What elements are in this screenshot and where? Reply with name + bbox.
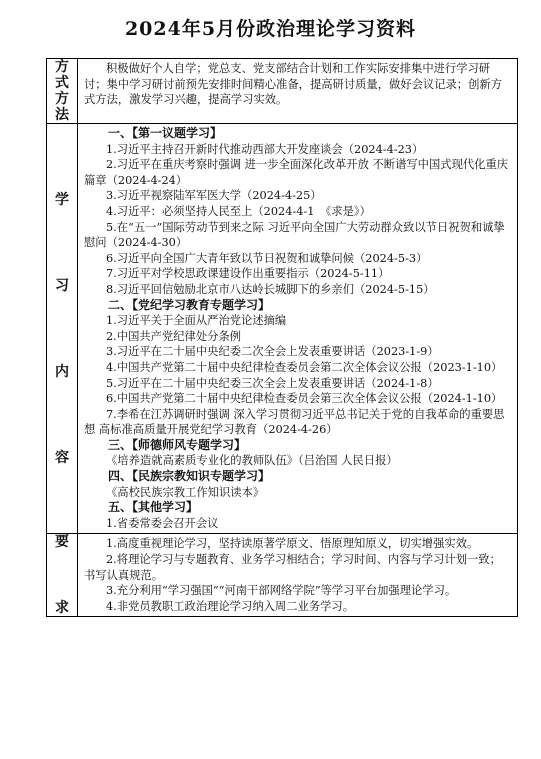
document-title: 2024年5月份政治理论学习资料	[124, 18, 417, 40]
list-item: 8.习近平回信勉励北京市八达岭长城脚下的乡亲们（2024-5-15）	[106, 282, 435, 296]
label-char: 容	[55, 449, 69, 466]
label-char: 习	[55, 277, 69, 294]
list-item: 6.中国共产党第二十届中央纪律检查委员会第三次全体会议公报（2024-1-10）	[106, 392, 503, 406]
label-char: 内	[55, 363, 69, 380]
requirements-label	[47, 534, 78, 617]
list-item: 5.习近平在二十届中央纪委三次全会上发表重要讲话（2024-1-8）	[106, 376, 439, 390]
label-spacer	[47, 294, 77, 364]
method-label	[47, 59, 78, 124]
method-row	[47, 59, 518, 124]
list-item: 6.习近平向全国广大青年致以节日祝贺和诚挚问候（2024-5-3）	[106, 251, 428, 265]
content-label	[47, 124, 78, 534]
method-text: 积极做好个人自学；党总支、党支部结合计划和工作实际安排集中进行学习研讨；集中学习研讨前预先安排时间精心准备，提高研讨质量，做好会议记录；创新方式方法，激发学习兴趣，提高学习实效。	[84, 62, 502, 107]
content-list	[78, 124, 518, 534]
list-item: 1.习近平关于全面从严治党论述摘编	[106, 314, 287, 328]
list-item: 1.省委常委会召开会议	[106, 516, 219, 530]
label-char: 要	[55, 534, 69, 551]
list-item: 3.习近平在二十届中央纪委二次全会上发表重要讲话（2023-1-9）	[106, 345, 439, 359]
content-row	[47, 124, 518, 534]
list-item: 《培养造就高素质专业化的教师队伍》（吕治国 人民日报）	[106, 454, 398, 468]
requirements-row	[47, 534, 518, 617]
list-item: 3.习近平视察陆军军医大学（2024-4-25）	[106, 189, 322, 203]
list-item: 1.习近平主持召开新时代推动西部大开发座谈会（2024-4-23）	[106, 142, 424, 156]
label-char: 式	[55, 75, 69, 91]
list-item: 3.充分利用“学习强国”“河南干部网络学院”等学习平台加强理论学习。	[106, 584, 457, 598]
list-item: 7.习近平对学校思政课建设作出重要指示（2024-5-11）	[106, 267, 390, 281]
section-heading: 二、【党纪学习教育专题学习】	[108, 297, 271, 312]
label-spacer	[47, 208, 77, 278]
list-item: 4.习近平：必须坚持人民至上（2024-4-1 《求是》）	[106, 204, 371, 218]
label-char: 求	[55, 600, 69, 617]
label-char: 方	[55, 59, 69, 75]
method-content	[78, 59, 518, 124]
section-heading: 四、【民族宗教知识专题学习】	[108, 469, 271, 484]
label-char: 法	[55, 107, 69, 123]
list-item: 《高校民族宗教工作知识读本》	[106, 485, 265, 499]
list-item: 2.习近平在重庆考察时强调 进一步全面深化改革开放 不断谱写中国式现代化重庆篇章（2024-4-24）	[84, 158, 509, 187]
study-plan-table	[46, 58, 518, 617]
label-spacer	[47, 380, 77, 450]
list-item: 2.将理论学习与专题教育、业务学习相结合；学习时间、内容与学习计划一致；书写认真规范。	[84, 553, 501, 582]
label-char: 学	[55, 191, 69, 208]
requirements-content	[78, 534, 518, 617]
list-item: 5.在“五一”国际劳动节到来之际 习近平向全国广大劳动群众致以节日祝贺和诚挚慰问（2024-4-30）	[84, 220, 505, 250]
section-heading: 一、【第一议题学习】	[108, 126, 223, 140]
label-spacer	[47, 550, 77, 600]
list-item: 1.高度重视理论学习，坚持读原著学原文、悟原理知原义，切实增强实效。	[106, 537, 479, 551]
section-heading: 五、【其他学习】	[108, 500, 199, 515]
label-char: 方	[55, 91, 69, 107]
section-heading: 三、【师德师风专题学习】	[108, 437, 247, 452]
list-item: 2.中国共产党纪律处分条例	[106, 329, 242, 343]
list-item: 4.中国共产党第二十届中央纪律检查委员会第二次全体会议公报（2023-1-10）	[106, 360, 503, 374]
list-item: 7.李希在江苏调研时强调 深入学习贯彻习近平总书记关于党的自我革命的重要思想 高标准高质量开展党纪学习教育（2024-4-26）	[84, 407, 505, 437]
list-item: 4.非党员教职工政治理论学习纳入周二业务学习。	[106, 599, 355, 613]
